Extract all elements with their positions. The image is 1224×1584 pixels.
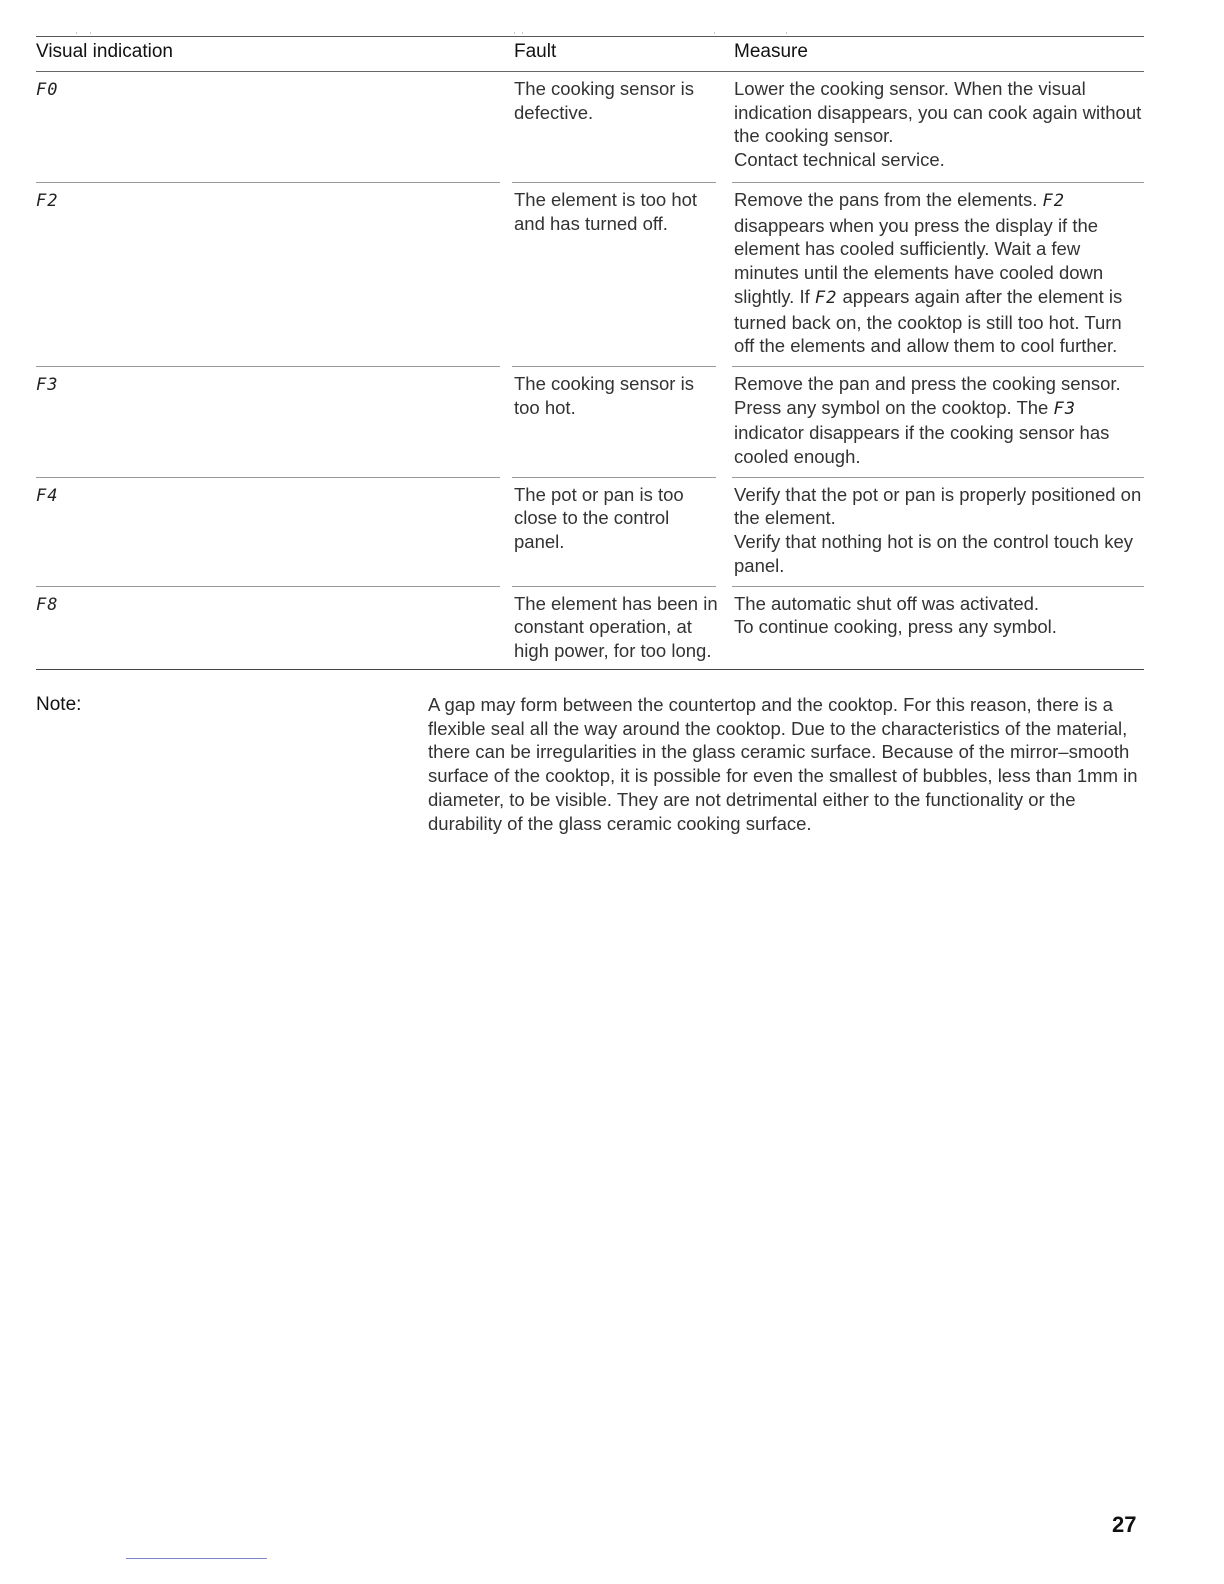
code-cell: [36, 367, 500, 478]
table-row: [36, 183, 1144, 367]
measure-cell: [720, 367, 1144, 478]
measure-line: Verify that nothing hot is on the control touch key panel.: [734, 531, 1134, 576]
measure-cell: [720, 478, 1144, 587]
header-measure: Measure: [720, 38, 1144, 72]
inline-fault-code: F2: [814, 287, 838, 308]
table-row: [36, 478, 1144, 587]
measure-line: To continue cooking, press any symbol.: [734, 616, 1057, 638]
measure-text: indicator disappears if the cooking sensor has cooled enough.: [734, 422, 1110, 468]
measure-cell: [720, 183, 1144, 367]
header-tick-marks: [36, 32, 1144, 34]
measure-text: Remove the pans from the elements.: [734, 189, 1043, 210]
measure-text: appears again after the element is turned back on, the cooktop is still too hot. Turn off the elements and allow them to cool further.: [734, 285, 1123, 357]
header-visual-indication: Visual indication: [36, 38, 500, 72]
code-cell: [36, 478, 500, 587]
table-row: [36, 367, 1144, 478]
fault-cell: The pot or pan is too close to the control panel.: [500, 478, 720, 587]
fault-cell: The element has been in constant operation, at high power, for too long.: [514, 592, 718, 661]
code-cell: [36, 72, 500, 183]
code-cell: [36, 587, 500, 669]
fault-table: [36, 38, 1144, 669]
measure-cell: [720, 587, 1144, 669]
inline-fault-code: F3: [1053, 398, 1076, 419]
measure-text: disappears when you press the display if the element has cooled sufficiently. Wait a few minutes until the elements have cooled down slightly. If: [734, 214, 1104, 307]
table-row: [36, 72, 1144, 183]
inline-fault-code: F2: [1042, 191, 1065, 211]
note-text: A gap may form between the countertop and the cooktop. For this reason, there is a flexible seal all the way around the cooktop. Due to the characteristics of the material, there can be irregularities in the glass ceramic surface. Because of the mirror–smooth surface of the cooktop, it is possible for even the smallest of bubbles, less than 1mm in diameter, to be visible. They are not detrimental either to the functionality or the durability of the glass ceramic cooking surface.: [428, 694, 1138, 834]
measure-cell: [720, 72, 1144, 183]
footer-rule: [126, 1558, 267, 1559]
table-bottom-rule: [36, 669, 1144, 670]
fault-cell: The element is too hot and has turned off.: [500, 183, 720, 367]
code-cell: [36, 183, 500, 367]
fault-code: F3: [36, 374, 59, 395]
measure-line: Contact technical service.: [734, 149, 945, 171]
table-row: [36, 587, 1144, 669]
fault-code: F8: [36, 594, 59, 615]
measure-line: Verify that the pot or pan is properly positioned on the element.: [734, 483, 1142, 529]
measure-line: Lower the cooking sensor. When the visual indication disappears, you can cook again without the cooking sensor.: [734, 78, 1142, 147]
measure-line: The automatic shut off was activated.: [734, 592, 1040, 614]
table-top-rule: [36, 36, 1144, 37]
table-header-row: [36, 38, 1144, 72]
fault-cell: The cooking sensor is defective.: [500, 72, 720, 183]
fault-cell: The cooking sensor is too hot.: [500, 367, 720, 478]
note-label: Note:: [36, 694, 82, 715]
measure-text: Remove the pan and press the cooking sensor. Press any symbol on the cooktop. The: [734, 372, 1121, 418]
fault-code: F4: [36, 485, 59, 506]
fault-code: F2: [36, 191, 59, 211]
page-number: 27: [1112, 1512, 1137, 1537]
header-fault: Fault: [500, 38, 720, 72]
fault-code: F0: [36, 80, 59, 100]
